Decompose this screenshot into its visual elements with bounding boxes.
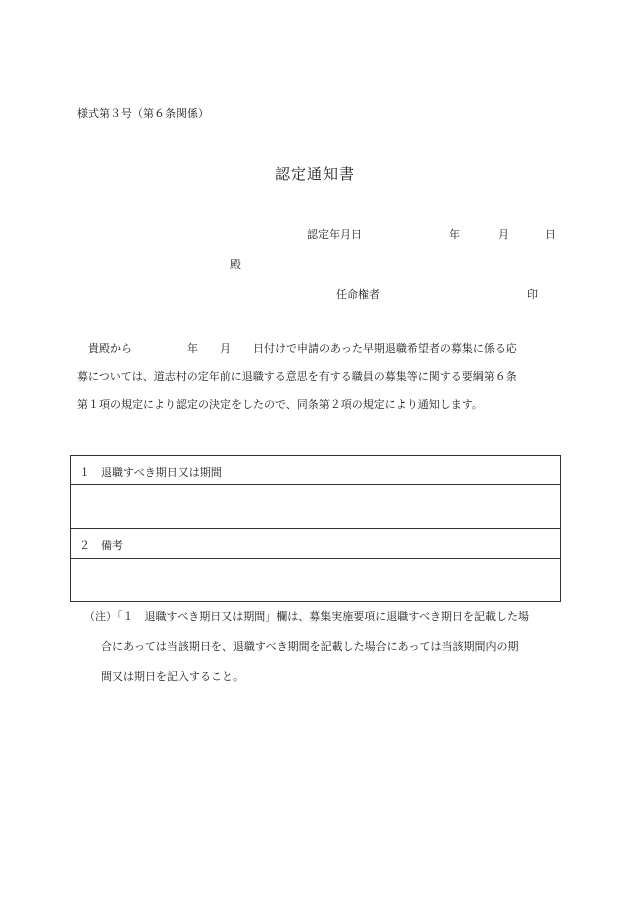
document-title: 認定通知書 [274, 165, 355, 183]
details-table [70, 455, 561, 602]
retirement-date-label: １ 退職すべき期日又は期間 [79, 466, 222, 479]
remarks-label: ２ 備考 [79, 539, 123, 552]
note-line: 合にあっては当該期日を、退職すべき期間を記載した場合にあっては当該期間内の期 [101, 640, 519, 653]
footnote [84, 610, 564, 700]
date-year-label: 年 [449, 228, 460, 241]
body-line: 第１項の規定により認定の決定をしたので、同条第２項の規定により通知します。 [77, 398, 483, 411]
form-number: 様式第３号（第６条関係） [77, 107, 209, 120]
remarks-field[interactable] [71, 559, 560, 601]
seal-mark: 印 [527, 288, 538, 301]
note-line: 間又は期日を記入すること。 [101, 670, 244, 683]
date-day-label: 日 [545, 228, 556, 241]
retirement-date-field[interactable] [71, 485, 560, 529]
appointing-authority-label: 任命権者 [336, 288, 380, 301]
certification-date-label: 認定年月日 [307, 228, 362, 241]
date-month-label: 月 [498, 228, 509, 241]
body-line: 貴殿から 年 月 日付けで申請のあった早期退職希望者の募集に係る応 [77, 342, 517, 355]
addressee-honorific: 殿 [230, 258, 241, 271]
table-row-remarks-header [71, 529, 560, 559]
body-line: 募については、道志村の定年前に退職する意思を有する職員の募集等に関する要綱第６条 [77, 370, 517, 383]
notice-body [77, 342, 559, 426]
table-row-retirement-date-header [71, 456, 560, 485]
note-line: （注）「１ 退職すべき期日又は期間」欄は、募集実施要項に退職すべき期日を記載した場 [84, 610, 530, 623]
